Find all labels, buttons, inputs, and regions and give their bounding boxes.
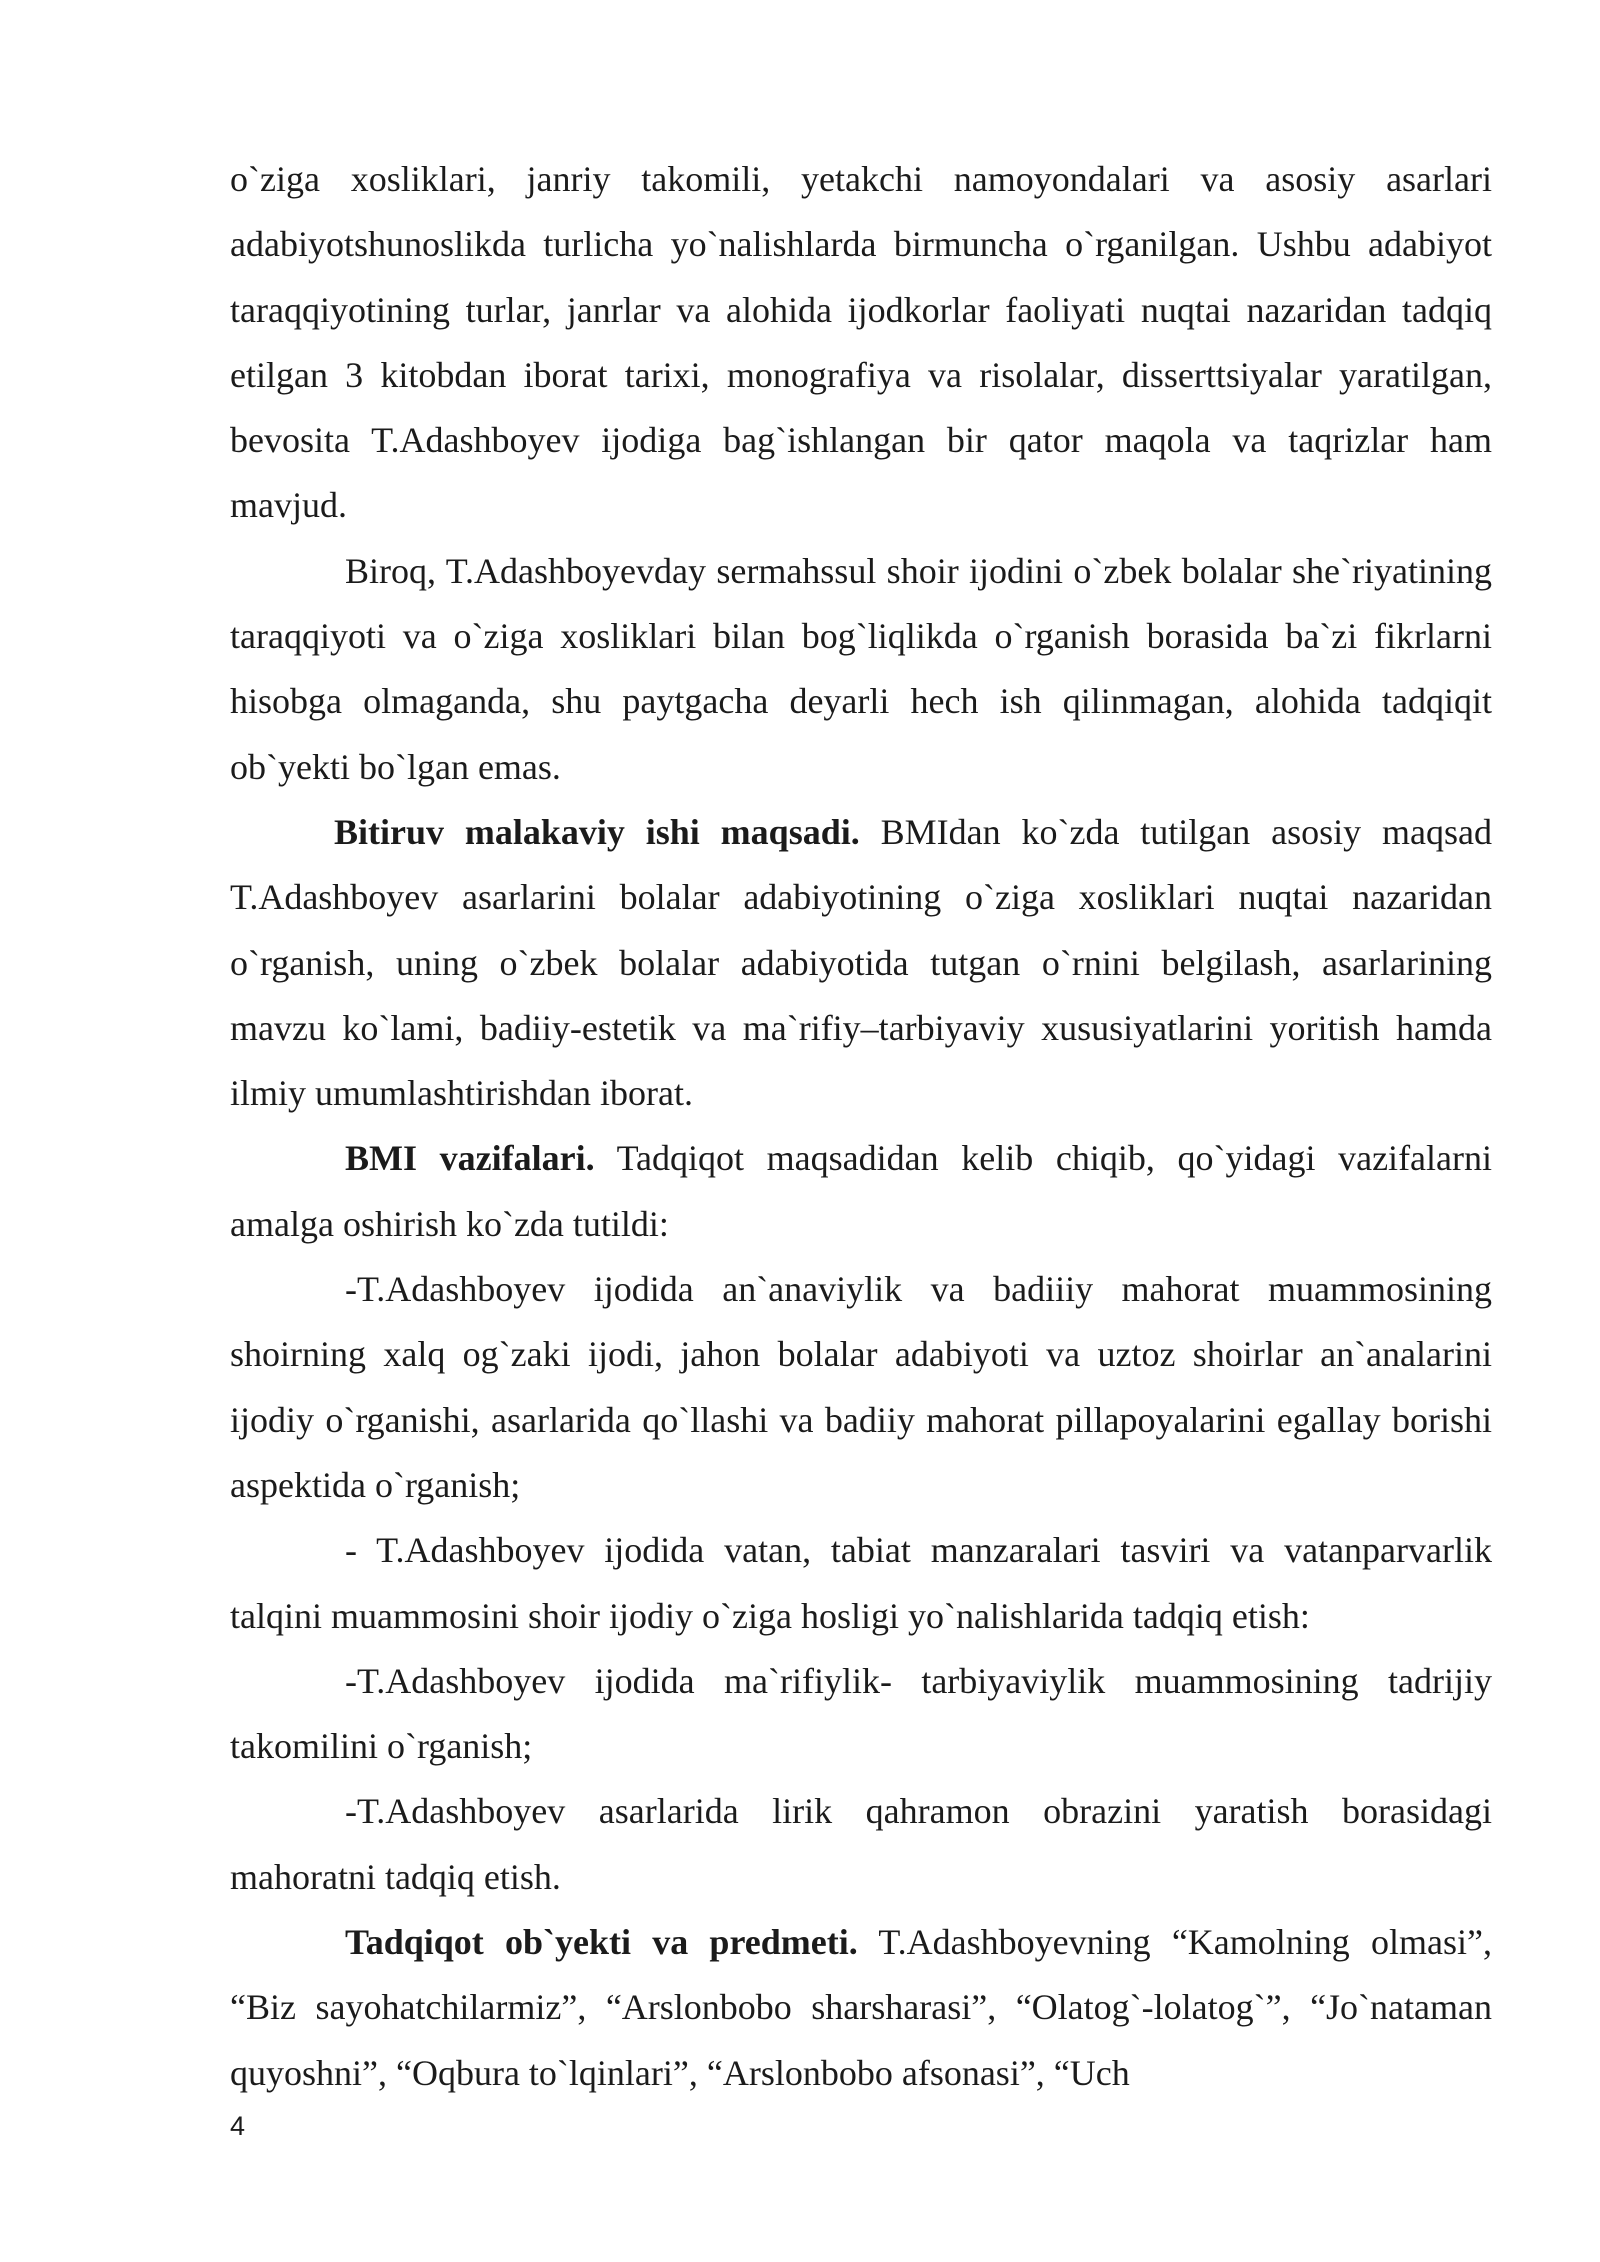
paragraph-biroq	[230, 539, 1492, 800]
list-item-task-1	[230, 1257, 1492, 1518]
section-heading-tasks: BMI vazifalari.	[345, 1138, 595, 1179]
paragraph-bmi-tasks	[230, 1126, 1492, 1257]
section-heading-object: Tadqiqot ob`yekti va predmeti.	[345, 1922, 858, 1963]
page-number: 4	[230, 2111, 246, 2141]
list-item-task-3	[230, 1649, 1492, 1780]
list-item-text: -T.Adashboyev ijodida ma`rifiylik- tarbiyaviylik muammosining tadrijiy takomilini o`rganish;	[230, 1660, 1492, 1767]
list-item-text: -T.Adashboyev ijodida an`anaviylik va badiiiy mahorat muammosining shoirning xalq og`zaki ijodi, jahon bolalar adabiyoti va uztoz shoirlar an`analarini ijodiy o`rganishi, asarlarida qo`llashi va badiiy mahorat pillapoyalarini egallay borishi aspektida o`rganish;	[230, 1269, 1492, 1505]
paragraph-text: o`ziga xosliklari, janriy takomili, yetakchi namoyondalari va asosiy asarlari adabiyotshunoslikda turlicha yo`nalishlarda birmuncha o`rganilgan. Ushbu adabiyot taraqqiyotining turlar, janrlar va alohida ijodkorlar faoliyati nuqtai nazaridan tadqiq etilgan 3 kitobdan iborat tarixi, monografiya va risolalar, disserttsiyalar yaratilgan, bevosita T.Adashboyev ijodiga bag`ishlangan bir qator maqola va taqrizlar ham mavjud.	[230, 159, 1492, 526]
list-item-task-2	[230, 1518, 1492, 1649]
paragraph-text: BMIdan ko`zda tutilgan asosiy maqsad T.Adashboyev asarlarini bolalar adabiyotining o`ziga xosliklari nuqtai nazaridan o`rganish, uning o`zbek bolalar adabiyotida tutgan o`rnini belgilash, asarlarining mavzu ko`lami, badiiy-estetik va ma`rifiy–tarbiyaviy xususiyatlarini yoritish hamda ilmiy umumlashtirishdan iborat.	[230, 811, 1492, 1114]
list-item-text: -T.Adashboyev asarlarida lirik qahramon obrazini yaratish borasidagi mahoratni tadqiq etish.	[230, 1791, 1492, 1897]
list-item-task-4	[230, 1779, 1492, 1910]
section-heading-goal: Bitiruv malakaviy ishi maqsadi.	[334, 811, 860, 852]
paragraph-intro-continued	[230, 147, 1492, 539]
list-item-text: - T.Adashboyev ijodida vatan, tabiat manzaralari tasviri va vatanparvarlik talqini muammosini shoir ijodiy o`ziga hosligi yo`nalishlarida tadqiq etish:	[230, 1530, 1492, 1636]
paragraph-text: Biroq, T.Adashboyevday sermahssul shoir ijodini o`zbek bolalar she`riyatining taraqqiyoti va o`ziga xosliklari bilan bog`liqlikda o`rganish borasida ba`zi fikrlarni hisobga olmaganda, shu paytgacha deyarli hech ish qilinmagan, alohida tadqiqit ob`yekti bo`lgan emas.	[230, 550, 1492, 787]
paragraph-object-subject	[230, 1910, 1492, 2106]
document-body	[230, 147, 1492, 2106]
paragraph-text: Tadqiqot maqsadidan kelib chiqib, qo`yidagi vazifalarni amalga oshirish ko`zda tutildi:	[230, 1138, 1493, 1244]
paragraph-bmi-goal	[230, 800, 1492, 1126]
paragraph-text: T.Adashboyevning “Kamolning olmasi”, “Biz sayohatchilarmiz”, “Arslonbobo sharsharasi”, “Olatog`-lolatog`”, “Jo`nataman quyoshni”, “Oqbura to`lqinlari”, “Arslonbobo afsonasi”, “Uch	[230, 1922, 1492, 2093]
